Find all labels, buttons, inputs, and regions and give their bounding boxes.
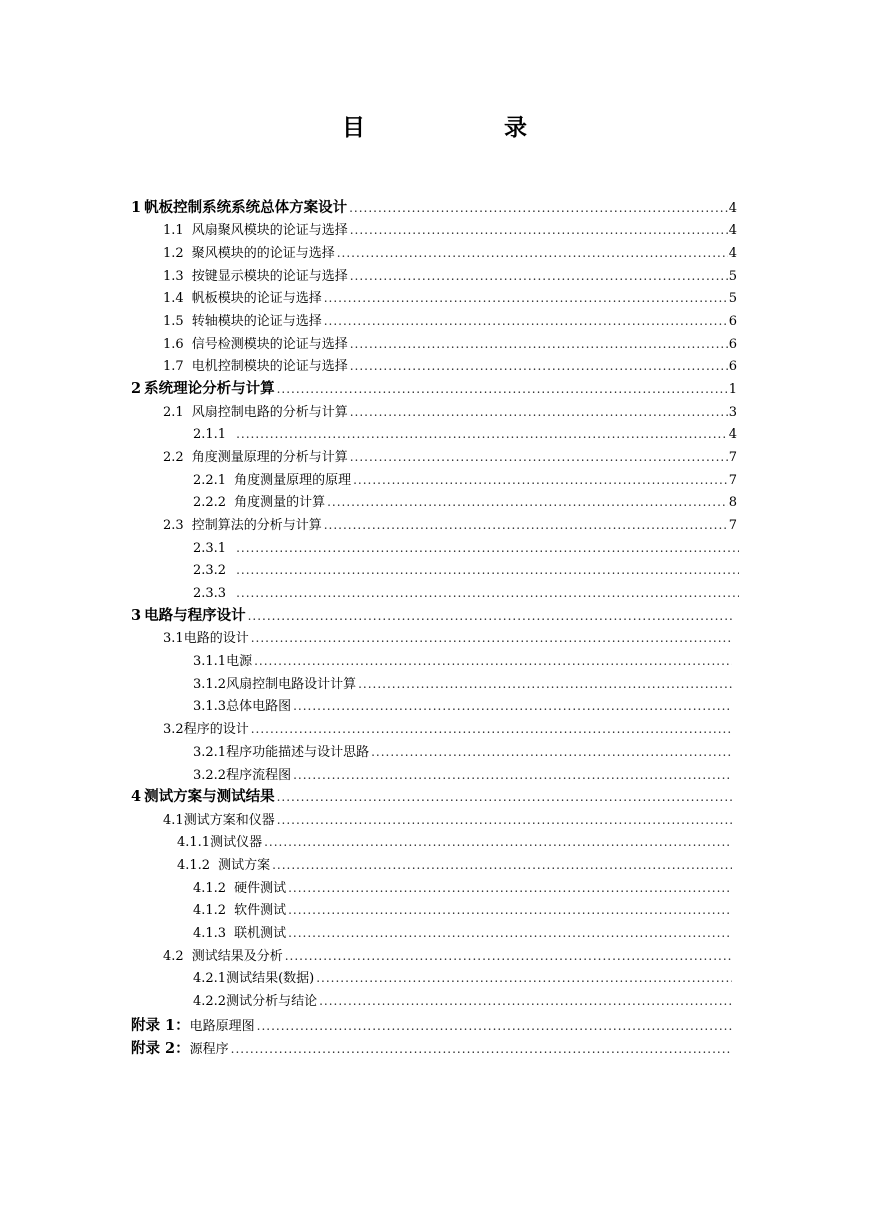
toc-page-number: 4: [728, 201, 737, 216]
toc-dot-leader: [319, 990, 732, 1012]
toc-entry-title: 电路原理图: [189, 1019, 255, 1034]
toc-entry-number: 2.3.1: [193, 541, 227, 556]
toc-entry-title: 测试方案: [218, 858, 271, 873]
toc-entry-title: 聚风模块的的论证与选择: [191, 246, 335, 261]
toc-dot-leader: [254, 650, 732, 672]
toc-page-number: 4: [728, 427, 737, 442]
toc-entry-number: 3.2.1: [193, 745, 227, 760]
toc-entry-number: 4.1: [163, 813, 184, 828]
toc-entry-3-2[interactable]: [163, 718, 733, 740]
toc-entry-3-2-1[interactable]: [193, 741, 733, 763]
toc-dot-leader: [285, 945, 732, 967]
toc-entry-4-2[interactable]: [163, 945, 733, 967]
toc-entry-number: 2.2: [163, 450, 184, 465]
toc-entry-title: 硬件测试: [234, 881, 287, 896]
toc-dot-leader: [324, 310, 728, 332]
toc-entry-appendix-2[interactable]: [131, 1038, 733, 1060]
toc-entry-number: 附录 1：: [131, 1017, 190, 1034]
toc-dot-leader: [288, 899, 732, 921]
toc-dot-leader: [236, 559, 739, 581]
toc-page-number: 5: [728, 291, 737, 306]
toc-entry-number: 1.3: [163, 269, 184, 284]
toc-entry-number: 4.2.2: [193, 994, 227, 1009]
toc-entry-title: 程序流程图: [226, 768, 292, 783]
toc-entry-2-3[interactable]: [163, 514, 737, 536]
toc-page-number: 6: [728, 314, 737, 329]
toc-entry-number: 1.7: [163, 359, 184, 374]
toc-entry-title: 帆板模块的论证与选择: [191, 291, 322, 306]
toc-entry-title: 系统理论分析与计算: [144, 380, 275, 397]
toc-dot-leader: [277, 786, 732, 808]
toc-entry-number: 4.1.2: [193, 903, 227, 918]
toc-entry-number: 4.1.2: [177, 858, 211, 873]
toc-dot-leader: [324, 514, 728, 536]
toc-entry-title: 角度测量原理的原理: [234, 473, 352, 488]
toc-dot-leader: [264, 831, 732, 853]
toc-dot-leader: [277, 809, 732, 831]
toc-page-number: 1: [728, 382, 737, 397]
toc-entry-title: 电机控制模块的论证与选择: [191, 359, 348, 374]
toc-page-number: 7: [728, 518, 737, 533]
toc-entry-chapter-2[interactable]: [131, 378, 737, 400]
toc-page-number: 7: [728, 450, 737, 465]
toc-entry-number: 2.1.1: [193, 427, 227, 442]
toc-entry-number: 1.6: [163, 337, 184, 352]
toc-entry-4-1-2-software[interactable]: [193, 899, 733, 921]
toc-entry-title: 风扇控制电路设计计算: [226, 677, 357, 692]
toc-entry-number: 4.2: [163, 949, 184, 964]
toc-dot-leader: [337, 242, 728, 264]
toc-entry-number: 2.2.2: [193, 495, 227, 510]
toc-dot-leader: [350, 401, 728, 423]
toc-entry-title: 测试结果及分析: [191, 949, 283, 964]
toc-entry-title: 测试方案与测试结果: [144, 788, 275, 805]
toc-dot-leader: [257, 1015, 732, 1037]
toc-entry-chapter-4[interactable]: [131, 786, 733, 808]
toc-entry-title: 源程序: [189, 1042, 229, 1057]
toc-dot-leader: [236, 423, 728, 445]
toc-entry-title: 转轴模块的论证与选择: [191, 314, 322, 329]
toc-entry-title: 电路与程序设计: [144, 607, 246, 624]
toc-entry-2-2[interactable]: [163, 446, 737, 468]
toc-entry-1-1[interactable]: [163, 219, 737, 241]
toc-entry-title: 程序的设计: [183, 722, 249, 737]
toc-entry-1-3[interactable]: [163, 265, 737, 287]
toc-entry-number: 3.1.3: [193, 699, 227, 714]
toc-entry-1-6[interactable]: [163, 333, 737, 355]
toc-entry-title: 软件测试: [234, 903, 287, 918]
toc-entry-title: 风扇控制电路的分析与计算: [191, 405, 348, 420]
page-title: 目 录: [342, 114, 585, 141]
toc-entry-title: 电源: [226, 654, 253, 669]
toc-dot-leader: [353, 469, 728, 491]
toc-entry-number: 2.3: [163, 518, 184, 533]
toc-dot-leader: [293, 695, 732, 717]
toc-entry-number: 1.5: [163, 314, 184, 329]
toc-entry-number: 1.1: [163, 223, 184, 238]
toc-entry-4-1-3[interactable]: [193, 922, 733, 944]
toc-entry-number: 附录 2：: [131, 1040, 190, 1057]
toc-entry-4-1-1[interactable]: [177, 831, 733, 853]
toc-entry-4-1[interactable]: [163, 809, 733, 831]
toc-dot-leader: [277, 378, 728, 400]
toc-dot-leader: [272, 854, 732, 876]
toc-entry-title: 总体电路图: [226, 699, 292, 714]
toc-entry-number: 3.2: [163, 722, 184, 737]
toc-dot-leader: [324, 287, 728, 309]
toc-dot-leader: [350, 355, 728, 377]
toc-entry-3-1[interactable]: [163, 627, 733, 649]
toc-page-number: 4: [728, 246, 737, 261]
toc-entry-number: 3.1.1: [193, 654, 227, 669]
toc-dot-leader: [350, 446, 728, 468]
toc-entry-title: 联机测试: [234, 926, 287, 941]
toc-entry-title: 帆板控制系统系统总体方案设计: [144, 199, 348, 216]
toc-dot-leader: [288, 877, 732, 899]
toc-entry-number: 3: [131, 607, 142, 624]
toc-page-number: 5: [728, 269, 737, 284]
toc-entry-title: 角度测量原理的分析与计算: [191, 450, 348, 465]
toc-dot-leader: [350, 333, 728, 355]
toc-entry-1-5[interactable]: [163, 310, 737, 332]
toc-entry-appendix-1[interactable]: [131, 1015, 733, 1037]
toc-entry-2-3-3[interactable]: [193, 582, 740, 604]
toc-entry-2-2-2[interactable]: [193, 491, 737, 513]
toc-entry-4-1-2-hardware[interactable]: [193, 877, 733, 899]
toc-entry-3-1-1[interactable]: [193, 650, 733, 672]
toc-dot-leader: [350, 219, 728, 241]
toc-entry-4-1-2[interactable]: [177, 854, 733, 876]
toc-dot-leader: [293, 764, 732, 786]
toc-page-number: 8: [728, 495, 737, 510]
toc-entry-number: 3.2.2: [193, 768, 227, 783]
toc-page-number: 3: [728, 405, 737, 420]
toc-entry-title: 测试仪器: [210, 835, 263, 850]
toc-entry-number: 4: [131, 788, 142, 805]
toc-dot-leader: [358, 673, 732, 695]
toc-entry-1-4[interactable]: [163, 287, 737, 309]
toc-entry-number: 4.1.1: [177, 835, 211, 850]
toc-entry-title: 控制算法的分析与计算: [191, 518, 322, 533]
toc-entry-title: 信号检测模块的论证与选择: [191, 337, 348, 352]
toc-dot-leader: [236, 582, 739, 604]
toc-page-number: 6: [728, 359, 737, 374]
toc-entry-number: 2.3.2: [193, 563, 227, 578]
toc-dot-leader: [371, 741, 732, 763]
toc-entry-2-3-2[interactable]: [193, 559, 740, 581]
toc-dot-leader: [327, 491, 728, 513]
toc-page-number: 6: [728, 337, 737, 352]
toc-entry-1-7[interactable]: [163, 355, 737, 377]
toc-entry-number: 1.4: [163, 291, 184, 306]
toc-entry-number: 2.1: [163, 405, 184, 420]
toc-entry-number: 3.1.2: [193, 677, 227, 692]
toc-dot-leader: [248, 605, 732, 627]
toc-entry-chapter-1[interactable]: [131, 197, 737, 219]
toc-entry-2-1-1[interactable]: [193, 423, 737, 445]
toc-entry-number: 2.3.3: [193, 586, 227, 601]
toc-entry-title: 测试结果(数据): [226, 971, 315, 986]
toc-entry-title: 电路的设计: [183, 631, 249, 646]
toc-dot-leader: [316, 967, 732, 989]
toc-entry-title: 角度测量的计算: [234, 495, 326, 510]
toc-dot-leader: [236, 537, 739, 559]
toc-entry-title: 按键显示模块的论证与选择: [191, 269, 348, 284]
toc-page-number: 4: [728, 223, 737, 238]
toc-entry-number: 4.1.2: [193, 881, 227, 896]
toc-entry-title: 测试方案和仪器: [183, 813, 275, 828]
toc-entry-number: 2: [131, 380, 142, 397]
toc-dot-leader: [350, 265, 728, 287]
toc-entry-2-1[interactable]: [163, 401, 737, 423]
toc-dot-leader: [251, 718, 732, 740]
toc-entry-title: 风扇聚风模块的论证与选择: [191, 223, 348, 238]
toc-dot-leader: [231, 1038, 732, 1060]
toc-entry-number: 4.2.1: [193, 971, 227, 986]
toc-entry-4-2-1[interactable]: [193, 967, 733, 989]
toc-entry-number: 1.2: [163, 246, 184, 261]
toc-entry-1-2[interactable]: [163, 242, 737, 264]
toc-entry-number: 3.1: [163, 631, 184, 646]
toc-entry-title: 程序功能描述与设计思路: [226, 745, 370, 760]
toc-entry-number: 1: [131, 199, 142, 216]
toc-entry-4-2-2[interactable]: [193, 990, 733, 1012]
toc-entry-2-3-1[interactable]: [193, 537, 740, 559]
toc-entry-3-1-3[interactable]: [193, 695, 733, 717]
toc-dot-leader: [288, 922, 732, 944]
toc-entry-3-1-2[interactable]: [193, 673, 733, 695]
toc-dot-leader: [349, 197, 728, 219]
toc-entry-chapter-3[interactable]: [131, 605, 733, 627]
toc-entry-3-2-2[interactable]: [193, 764, 733, 786]
toc-entry-title: 测试分析与结论: [226, 994, 318, 1009]
toc-entry-number: 2.2.1: [193, 473, 227, 488]
toc-page-number: 7: [728, 473, 737, 488]
toc-entry-2-2-1[interactable]: [193, 469, 737, 491]
toc-entry-number: 4.1.3: [193, 926, 227, 941]
toc-dot-leader: [251, 627, 732, 649]
